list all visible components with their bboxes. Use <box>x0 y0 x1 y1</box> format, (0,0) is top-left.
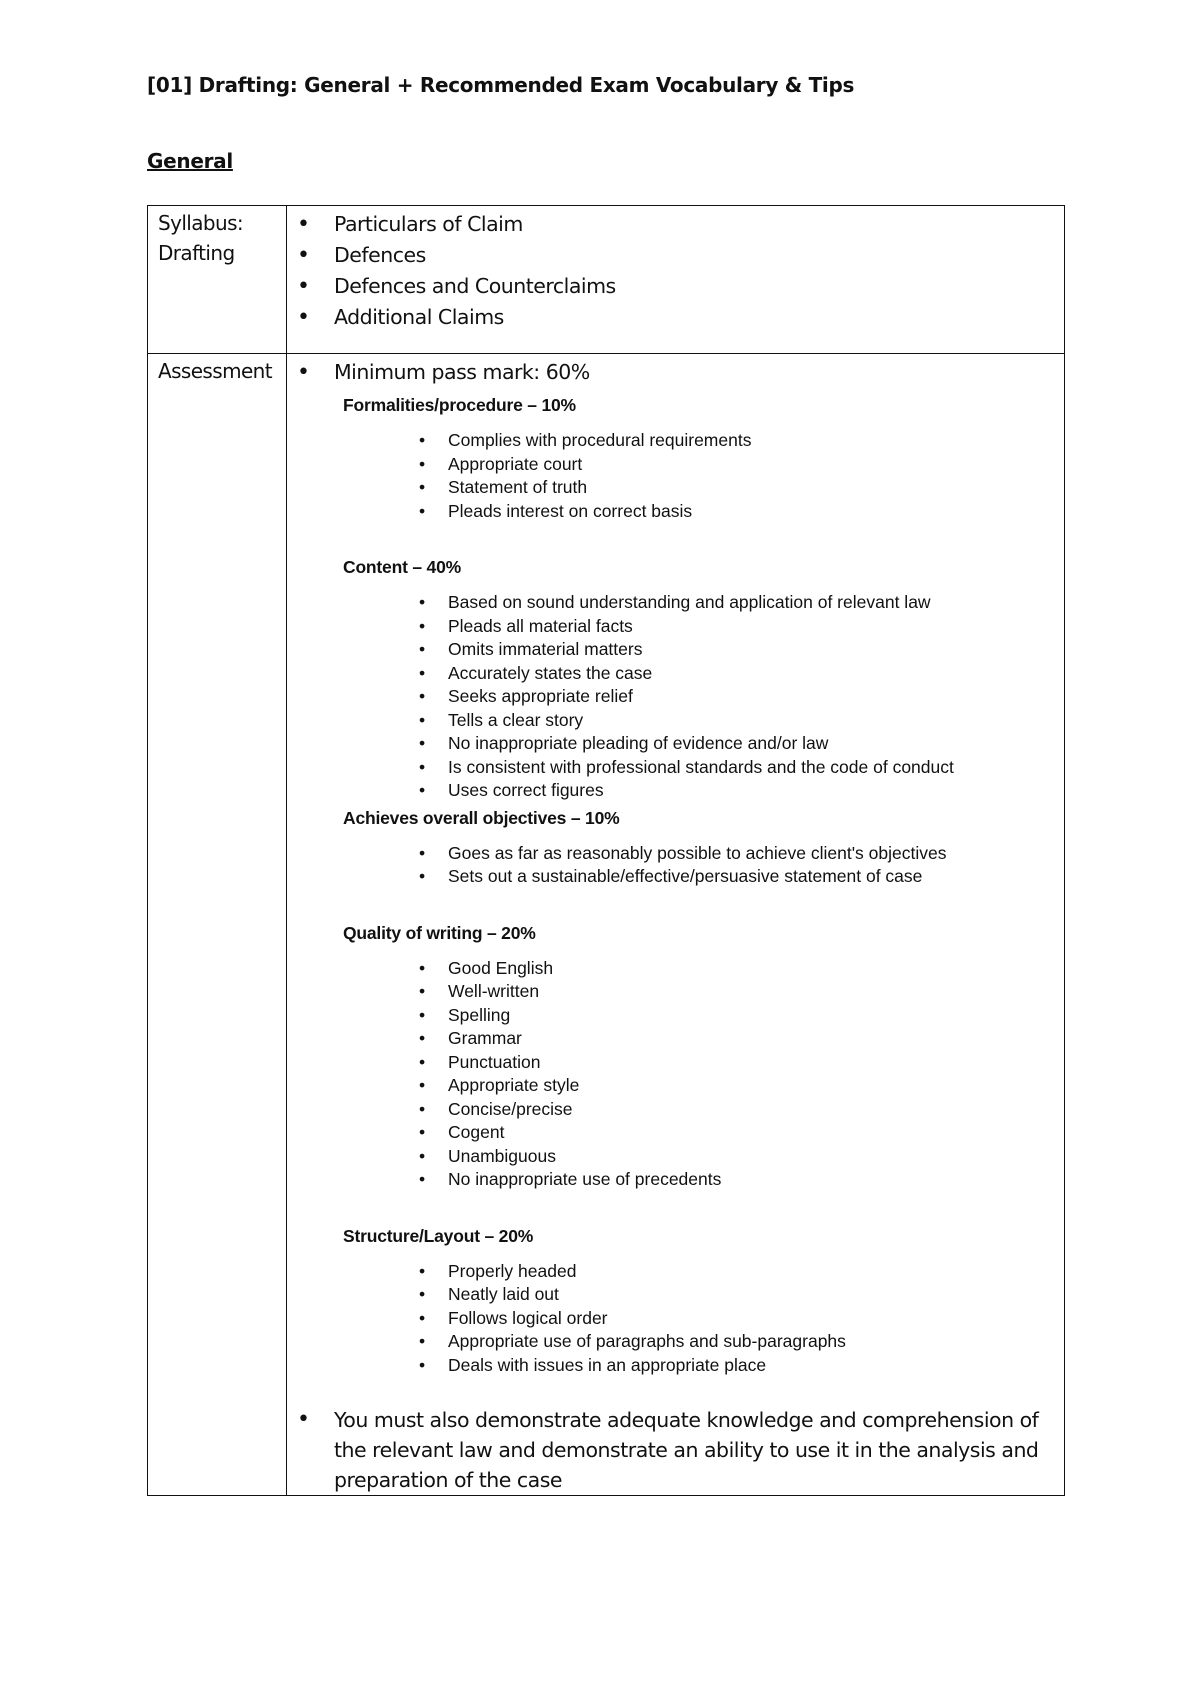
criteria-item: • Is consistent with professional standards and the code of conduct <box>343 756 1064 780</box>
pass-mark-item: • Minimum pass mark: 60% <box>287 357 1064 388</box>
criteria-item: • Pleads all material facts <box>343 615 1064 639</box>
criteria-item: • Tells a clear story <box>343 709 1064 733</box>
page-title: [01] Drafting: General + Recommended Exam Vocabulary & Tips <box>147 73 855 97</box>
syllabus-item: • Additional Claims <box>287 302 1064 333</box>
criteria-writing <box>343 922 1064 1192</box>
criteria-content <box>343 556 1064 803</box>
criteria-item: • Appropriate use of paragraphs and sub-paragraphs <box>343 1330 1064 1354</box>
syllabus-row <box>148 206 1065 354</box>
criteria-heading: Content – 40% <box>343 557 461 577</box>
criteria-list <box>343 957 1064 1192</box>
criteria-structure <box>343 1225 1064 1378</box>
criteria-item: • Seeks appropriate relief <box>343 685 1064 709</box>
criteria-item: • Statement of truth <box>343 476 1064 500</box>
criteria-heading: Quality of writing – 20% <box>343 922 536 943</box>
criteria-item: • Cogent <box>343 1121 1064 1145</box>
criteria-item: • No inappropriate pleading of evidence and/or law <box>343 732 1064 756</box>
syllabus-item: • Defences <box>287 240 1064 271</box>
criteria-item: • Sets out a sustainable/effective/persuasive statement of case <box>343 865 1064 889</box>
criteria-item: • Grammar <box>343 1027 1064 1051</box>
criteria-list <box>343 842 1064 889</box>
assessment-label: Assessment <box>148 354 287 1496</box>
criteria-item: • Unambiguous <box>343 1145 1064 1169</box>
assessment-list <box>287 357 1064 388</box>
section-heading-general: General <box>147 149 233 173</box>
criteria-objectives <box>343 807 1064 889</box>
syllabus-list <box>287 209 1064 333</box>
criteria-list <box>343 1260 1064 1378</box>
criteria-item: • Deals with issues in an appropriate place <box>343 1354 1064 1378</box>
criteria-item: • Properly headed <box>343 1260 1064 1284</box>
criteria-item: • Spelling <box>343 1004 1064 1028</box>
syllabus-assessment-table <box>147 205 1065 1496</box>
syllabus-items-cell <box>287 206 1065 354</box>
criteria-item: • Omits immaterial matters <box>343 638 1064 662</box>
criteria-heading: Formalities/procedure – 10% <box>343 395 576 415</box>
criteria-item: • Well-written <box>343 980 1064 1004</box>
criteria-item: • Pleads interest on correct basis <box>343 500 1064 524</box>
criteria-item: • Concise/precise <box>343 1098 1064 1122</box>
criteria-item: • Accurately states the case <box>343 662 1064 686</box>
criteria-item: • Based on sound understanding and application of relevant law <box>343 591 1064 615</box>
assessment-row <box>148 354 1065 1496</box>
criteria-heading: Achieves overall objectives – 10% <box>343 807 620 828</box>
final-note-list <box>287 1405 1064 1495</box>
criteria-item: • Good English <box>343 957 1064 981</box>
syllabus-label: Syllabus: Drafting <box>148 206 287 354</box>
criteria-item: • Punctuation <box>343 1051 1064 1075</box>
criteria-item: • No inappropriate use of precedents <box>343 1168 1064 1192</box>
syllabus-item: • Defences and Counterclaims <box>287 271 1064 302</box>
criteria-item: • Goes as far as reasonably possible to achieve client's objectives <box>343 842 1064 866</box>
criteria-item: • Complies with procedural requirements <box>343 429 1064 453</box>
criteria-item: • Uses correct figures <box>343 779 1064 803</box>
assessment-details-cell <box>287 354 1065 1496</box>
criteria-formalities <box>343 394 1064 523</box>
syllabus-item: • Particulars of Claim <box>287 209 1064 240</box>
criteria-item: • Follows logical order <box>343 1307 1064 1331</box>
criteria-list <box>343 591 1064 803</box>
criteria-item: • Appropriate court <box>343 453 1064 477</box>
criteria-item: • Neatly laid out <box>343 1283 1064 1307</box>
final-note-item: • You must also demonstrate adequate knowledge and comprehension of the relevant law and demonstrate an ability to use it in the analysis and preparation of the case <box>287 1405 1064 1495</box>
criteria-item: • Appropriate style <box>343 1074 1064 1098</box>
criteria-list <box>343 429 1064 523</box>
criteria-heading: Structure/Layout – 20% <box>343 1225 534 1246</box>
